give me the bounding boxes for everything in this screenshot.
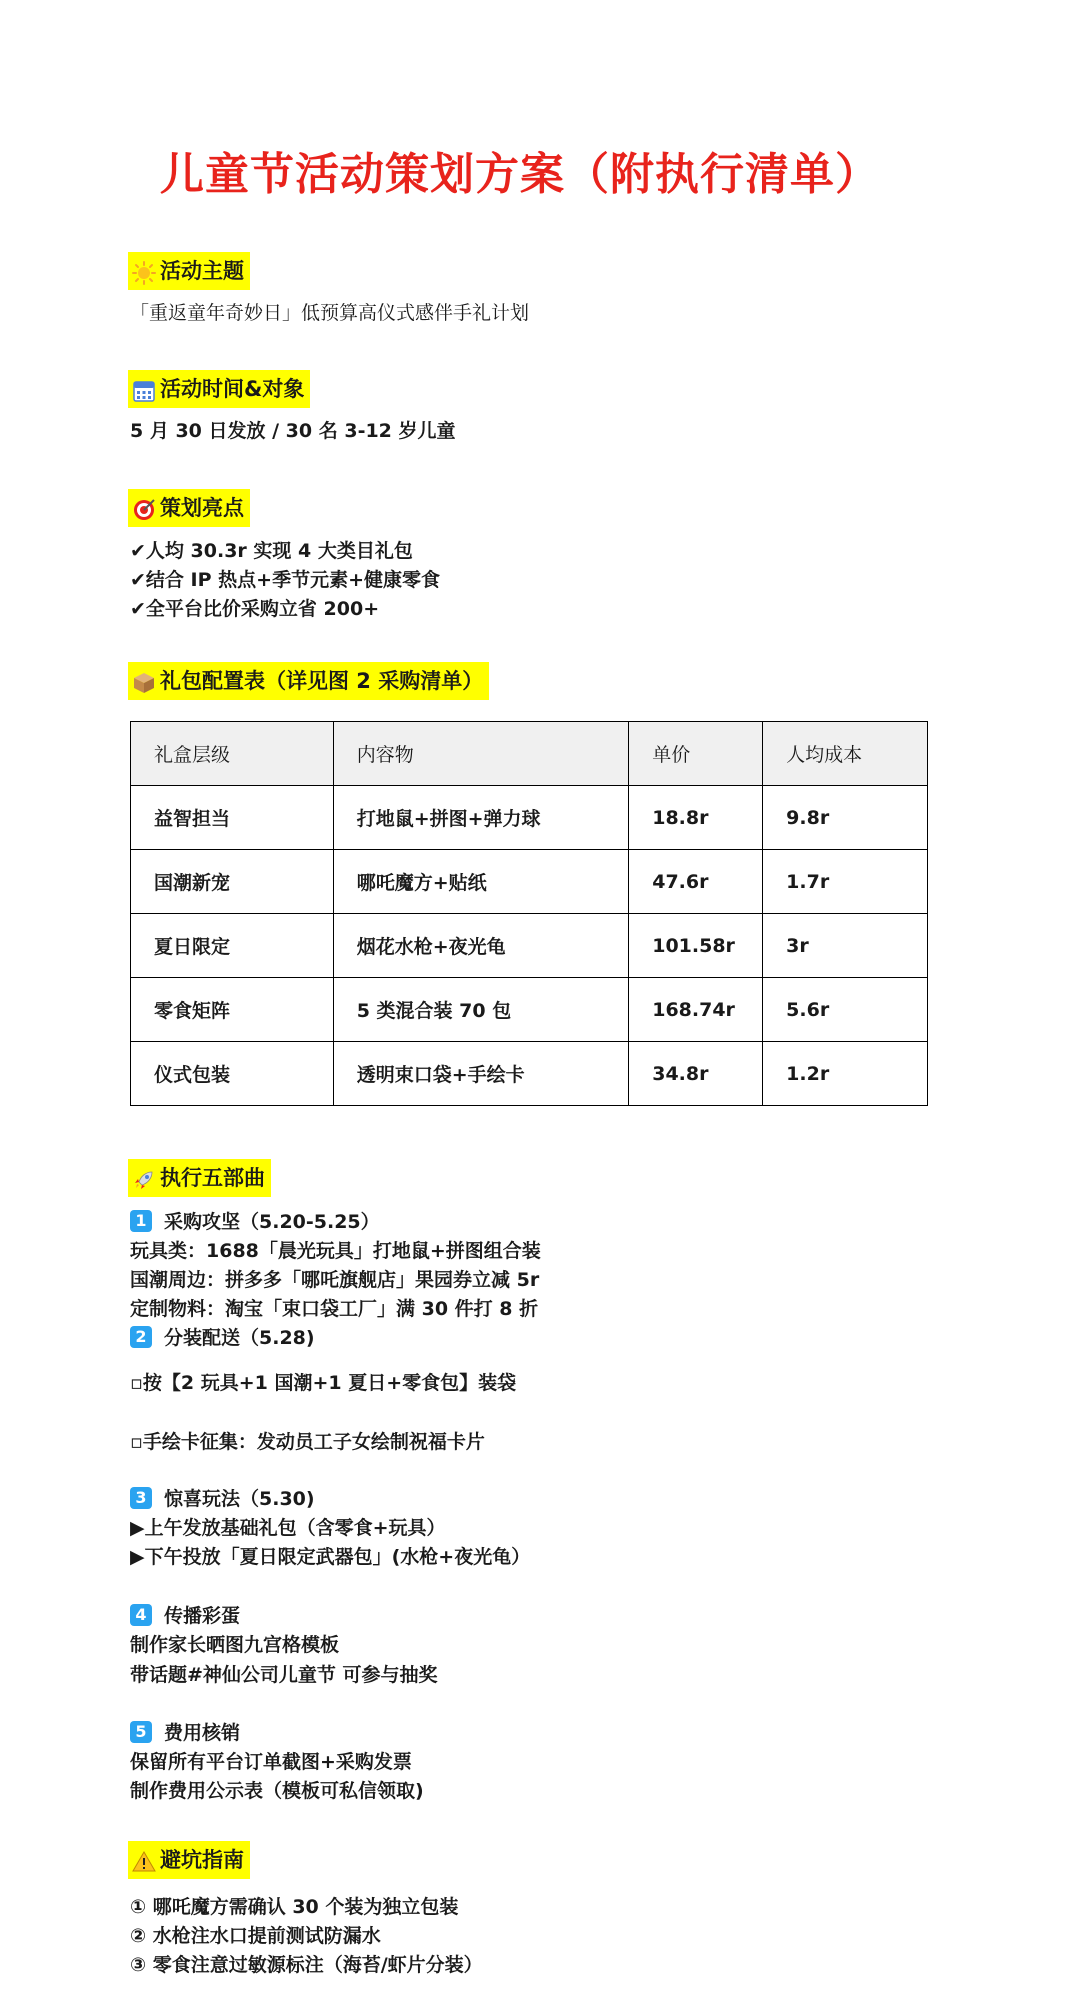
number-5-badge: 5: [130, 1721, 152, 1743]
step-title-text: 费用核销: [164, 1722, 241, 1744]
column-header: 人均成本: [763, 722, 928, 786]
table-cell: 101.58r: [629, 914, 763, 978]
number-4-badge: 4: [130, 1604, 152, 1626]
table-cell: 烟花水枪+夜光龟: [333, 914, 629, 978]
table-row: [131, 850, 928, 914]
column-header: 礼盒层级: [131, 722, 334, 786]
section-heading-label: 活动时间&对象: [160, 377, 305, 401]
table-cell: 哪吒魔方+贴纸: [333, 850, 629, 914]
pitfall-item: ① 哪吒魔方需确认 30 个装为独立包装: [130, 1896, 459, 1918]
table-cell: 5 类混合装 70 包: [333, 978, 629, 1042]
step-title-text: 分装配送（5.28): [164, 1327, 315, 1349]
section-heading-label: 执行五部曲: [160, 1166, 265, 1190]
sun-icon: [132, 259, 156, 283]
number-1-badge: 1: [130, 1210, 152, 1232]
section-heading-theme: [128, 252, 250, 290]
column-header: 单价: [629, 722, 763, 786]
step-line: 保留所有平台订单截图+采购发票: [130, 1751, 412, 1773]
step-title-text: 惊喜玩法（5.30): [164, 1488, 315, 1510]
pitfall-item: ② 水枪注水口提前测试防漏水: [130, 1925, 381, 1947]
step-line: ▶上午发放基础礼包（含零食+玩具）: [130, 1517, 446, 1539]
table-header-row: [131, 722, 928, 786]
table-cell: 夏日限定: [131, 914, 334, 978]
table-cell: 零食矩阵: [131, 978, 334, 1042]
section-heading-time: [128, 370, 310, 408]
table-row: [131, 914, 928, 978]
step-line: ▶下午投放「夏日限定武器包」(水枪+夜光龟）: [130, 1546, 531, 1568]
step-title: [130, 1718, 240, 1748]
package-icon: [132, 669, 156, 693]
table-cell: 5.6r: [763, 978, 928, 1042]
number-2-badge: 2: [130, 1326, 152, 1348]
step-title-text: 采购攻坚（5.20-5.25）: [164, 1211, 380, 1233]
highlight-item: ✔结合 IP 热点+季节元素+健康零食: [130, 569, 440, 591]
table-cell: 打地鼠+拼图+弹力球: [333, 786, 629, 850]
column-header: 内容物: [333, 722, 629, 786]
table-cell: 18.8r: [629, 786, 763, 850]
step-line: 制作家长晒图九宫格模板: [130, 1634, 340, 1656]
table-cell: 34.8r: [629, 1042, 763, 1106]
table-cell: 仪式包装: [131, 1042, 334, 1106]
table-row: [131, 1042, 928, 1106]
step-line: 制作费用公示表（模板可私信领取): [130, 1780, 424, 1802]
pitfall-item: ③ 零食注意过敏源标注（海苔/虾片分装）: [130, 1954, 483, 1976]
section-heading-highlights: [128, 489, 250, 527]
step-line: ▫按【2 玩具+1 国潮+1 夏日+零食包】装袋: [130, 1372, 517, 1394]
step-title: [130, 1207, 380, 1237]
step-title: [130, 1484, 315, 1514]
page-title: 儿童节活动策划方案（附执行清单）: [160, 149, 880, 200]
table-cell: 168.74r: [629, 978, 763, 1042]
section-heading-pitfalls: [128, 1841, 250, 1879]
table-row: [131, 978, 928, 1042]
table-cell: 1.2r: [763, 1042, 928, 1106]
step-line: ▫手绘卡征集：发动员工子女绘制祝福卡片: [130, 1431, 485, 1453]
time-text: 5 月 30 日发放 / 30 名 3-12 岁儿童: [130, 420, 456, 442]
table-cell: 1.7r: [763, 850, 928, 914]
highlight-item: ✔全平台比价采购立省 200+: [130, 598, 380, 620]
section-heading-label: 礼包配置表（详见图 2 采购清单）: [160, 669, 484, 693]
step-title: [130, 1323, 315, 1353]
warning-icon: [132, 1848, 156, 1872]
highlight-item: ✔人均 30.3r 实现 4 大类目礼包: [130, 540, 413, 562]
theme-text: 「重返童年奇妙日」低预算高仪式感伴手礼计划: [130, 302, 530, 324]
section-heading-execution: [128, 1159, 271, 1197]
step-line: 定制物料：淘宝「束口袋工厂」满 30 件打 8 折: [130, 1298, 539, 1320]
calendar-icon: [132, 377, 156, 401]
rocket-icon: [132, 1166, 156, 1190]
table-cell: 益智担当: [131, 786, 334, 850]
table-cell: 47.6r: [629, 850, 763, 914]
gift-config-table: [130, 721, 928, 1106]
table-cell: 国潮新宠: [131, 850, 334, 914]
step-line: 带话题#神仙公司儿童节 可参与抽奖: [130, 1664, 438, 1686]
table-cell: 3r: [763, 914, 928, 978]
target-icon: [132, 496, 156, 520]
table-cell: 9.8r: [763, 786, 928, 850]
number-3-badge: 3: [130, 1487, 152, 1509]
step-title: [130, 1601, 240, 1631]
section-heading-label: 活动主题: [160, 259, 244, 283]
table-cell: 透明束口袋+手绘卡: [333, 1042, 629, 1106]
section-heading-label: 避坑指南: [160, 1848, 244, 1872]
step-line: 国潮周边：拼多多「哪吒旗舰店」果园券立减 5r: [130, 1269, 540, 1291]
section-heading-gift-table: [128, 662, 489, 700]
section-heading-label: 策划亮点: [160, 496, 244, 520]
table-row: [131, 786, 928, 850]
step-line: 玩具类：1688「晨光玩具」打地鼠+拼图组合装: [130, 1240, 541, 1262]
step-title-text: 传播彩蛋: [164, 1605, 241, 1627]
